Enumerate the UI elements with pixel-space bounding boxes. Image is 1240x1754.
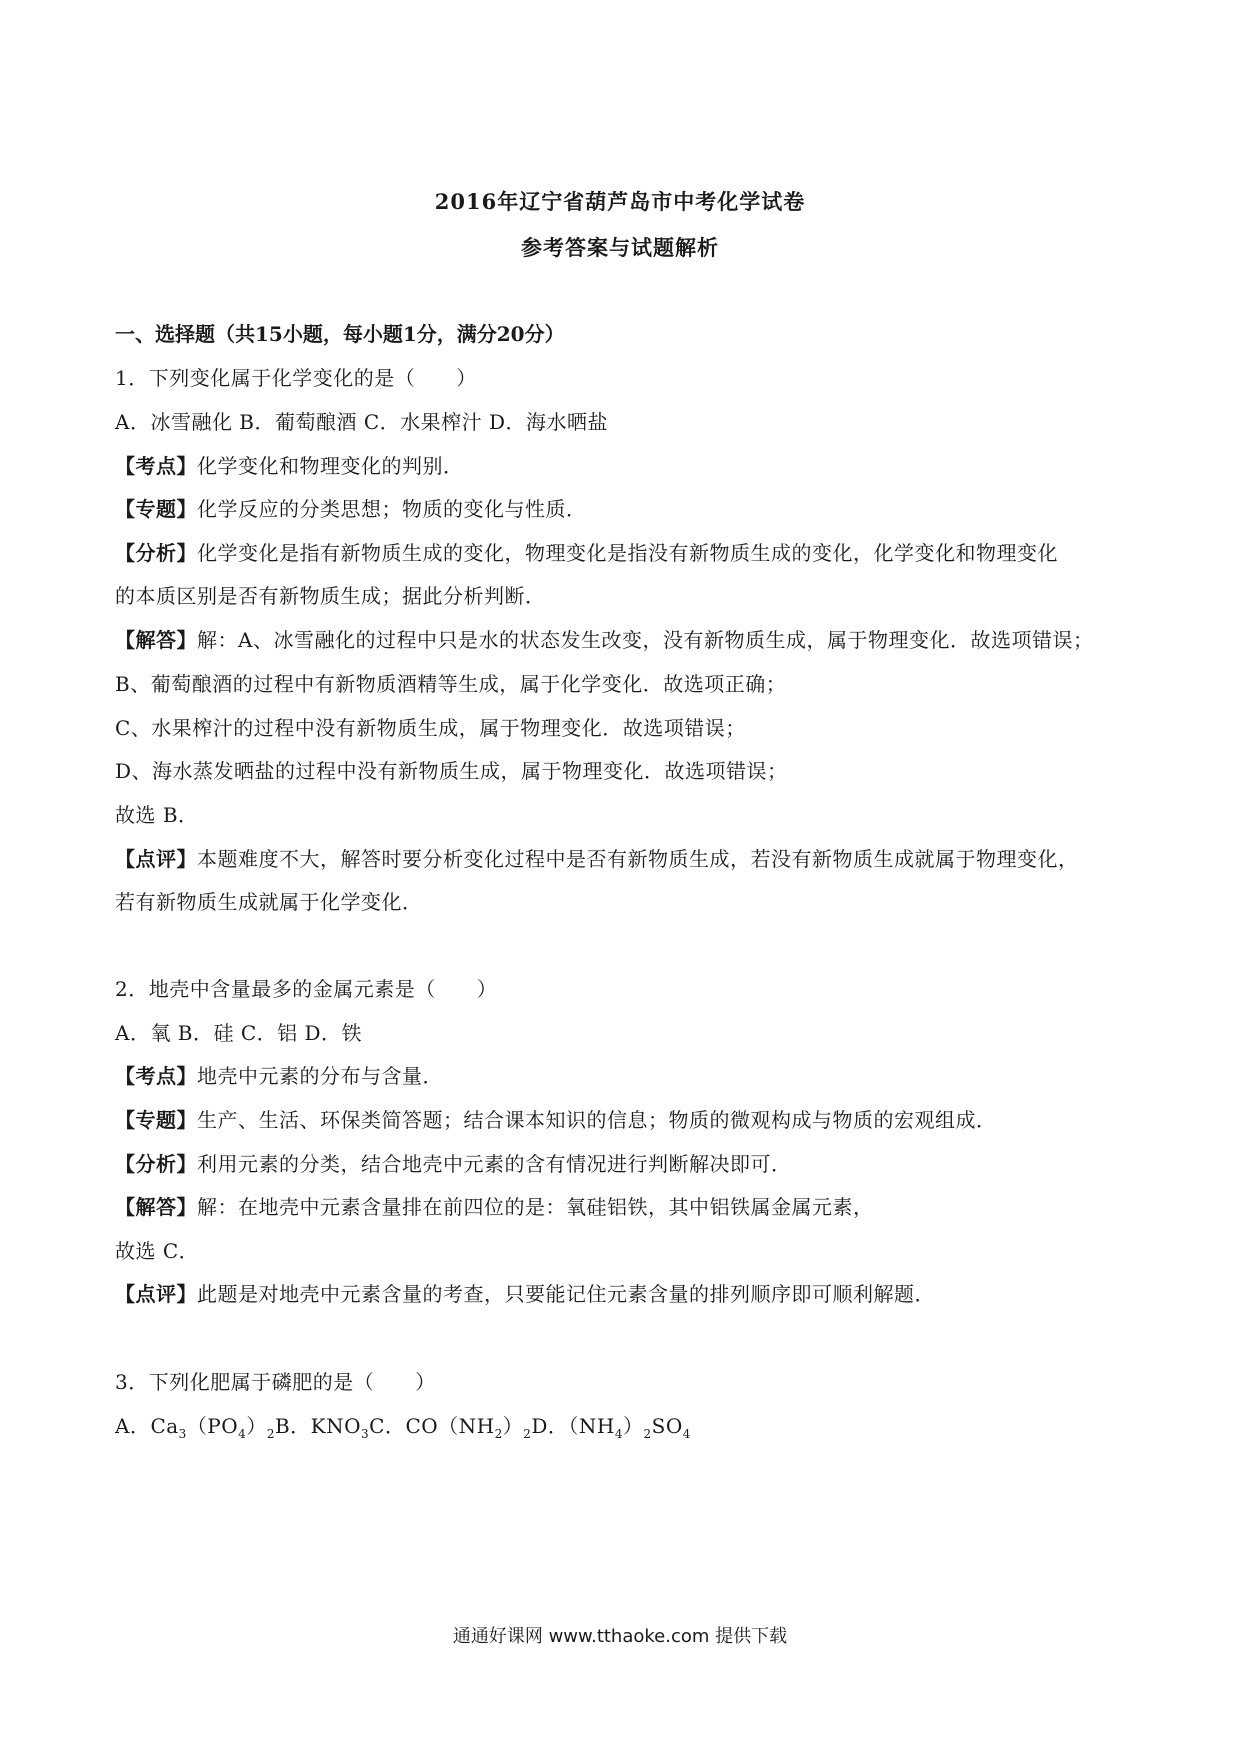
q2-zhuanti	[115, 1104, 997, 1133]
q3-stem: 3．下列化肥属于磷肥的是（ ）	[115, 1370, 436, 1394]
document-subtitle: 参考答案与试题解析	[521, 235, 719, 260]
q2-jieda	[115, 1191, 874, 1220]
q2-kaodian	[115, 1060, 443, 1089]
kaodian-tag: 【考点】	[115, 1064, 197, 1088]
q1-dianping-cont: 若有新物质生成就属于化学变化．	[115, 890, 423, 914]
jieda-text: 解：A、冰雪融化的过程中只是水的状态发生改变，没有新物质生成，属于物理变化．故选项错误；	[197, 628, 1094, 652]
q3-options	[115, 1410, 691, 1441]
zhuanti-tag: 【专题】	[115, 497, 197, 521]
q3-option-b: B．$KNO_3$	[274, 1414, 370, 1441]
q2-options: A．氧 B．硅 C．铝 D．铁	[115, 1021, 363, 1045]
zhuanti-tag: 【专题】	[115, 1108, 197, 1132]
q2-stem: 2．地壳中含量最多的金属元素是（ ）	[115, 977, 498, 1001]
q1-stem: 1．下列变化属于化学变化的是（ ）	[115, 366, 477, 390]
q1-answer: 故选 B．	[115, 803, 199, 827]
q3-option-d: D．$(NH_4)_2SO_4$	[531, 1414, 691, 1441]
dianping-tag: 【点评】	[115, 1282, 197, 1306]
q2-answer: 故选 C．	[115, 1239, 200, 1263]
jieda-tag: 【解答】	[115, 1195, 197, 1219]
q2-fenxi	[115, 1148, 792, 1177]
kaodian-text: 地壳中元素的分布与含量．	[197, 1064, 443, 1088]
q2-dianping	[115, 1278, 935, 1307]
q1-jieda-c: C、水果榨汁的过程中没有新物质生成，属于物理变化．故选项错误；	[115, 716, 746, 740]
dianping-text: 本题难度不大，解答时要分析变化过程中是否有新物质生成，若没有新物质生成就属于物理变化，	[197, 847, 1079, 871]
q1-fenxi-cont: 的本质区别是否有新物质生成；据此分析判断．	[115, 584, 546, 608]
q1-kaodian	[115, 450, 464, 479]
kaodian-text: 化学变化和物理变化的判别．	[197, 454, 464, 478]
q1-jieda-d: D、海水蒸发晒盐的过程中没有新物质生成，属于物理变化．故选项错误；	[115, 759, 788, 783]
q1-jieda-b: B、葡萄酿酒的过程中有新物质酒精等生成，属于化学变化．故选项正确；	[115, 672, 787, 696]
kaodian-tag: 【考点】	[115, 454, 197, 478]
fenxi-text: 化学变化是指有新物质生成的变化，物理变化是指没有新物质生成的变化，化学变化和物理变化	[197, 541, 1058, 565]
q1-options: A．冰雪融化 B．葡萄酿酒 C．水果榨汁 D．海水晒盐	[115, 410, 609, 434]
jieda-tag: 【解答】	[115, 628, 197, 652]
q1-zhuanti	[115, 493, 587, 522]
fenxi-tag: 【分析】	[115, 1152, 197, 1176]
dianping-text: 此题是对地壳中元素含量的考查，只要能记住元素含量的排列顺序即可顺利解题．	[197, 1282, 935, 1306]
q3-option-c: C．$CO(NH_2)_2$	[369, 1414, 532, 1441]
jieda-text: 解：在地壳中元素含量排在前四位的是：氧硅铝铁，其中铝铁属金属元素，	[197, 1195, 874, 1219]
page-footer: 通通好课网 www.tthaoke.com 提供下载	[452, 1626, 788, 1647]
zhuanti-text: 化学反应的分类思想；物质的变化与性质．	[197, 497, 587, 521]
zhuanti-text: 生产、生活、环保类简答题；结合课本知识的信息；物质的微观构成与物质的宏观组成．	[197, 1108, 997, 1132]
q1-dianping	[115, 843, 1079, 872]
dianping-tag: 【点评】	[115, 847, 197, 871]
document-title: 2016年辽宁省葫芦岛市中考化学试卷	[434, 189, 806, 214]
q3-option-a: A．$Ca_3(PO_4)_2$	[115, 1414, 275, 1441]
fenxi-tag: 【分析】	[115, 541, 197, 565]
q1-jieda	[115, 624, 1093, 653]
fenxi-text: 利用元素的分类，结合地壳中元素的含有情况进行判断解决即可．	[197, 1152, 792, 1176]
q1-fenxi	[115, 537, 1058, 566]
section-heading: 一、选择题（共15小题，每小题1分，满分20分）	[115, 322, 565, 346]
